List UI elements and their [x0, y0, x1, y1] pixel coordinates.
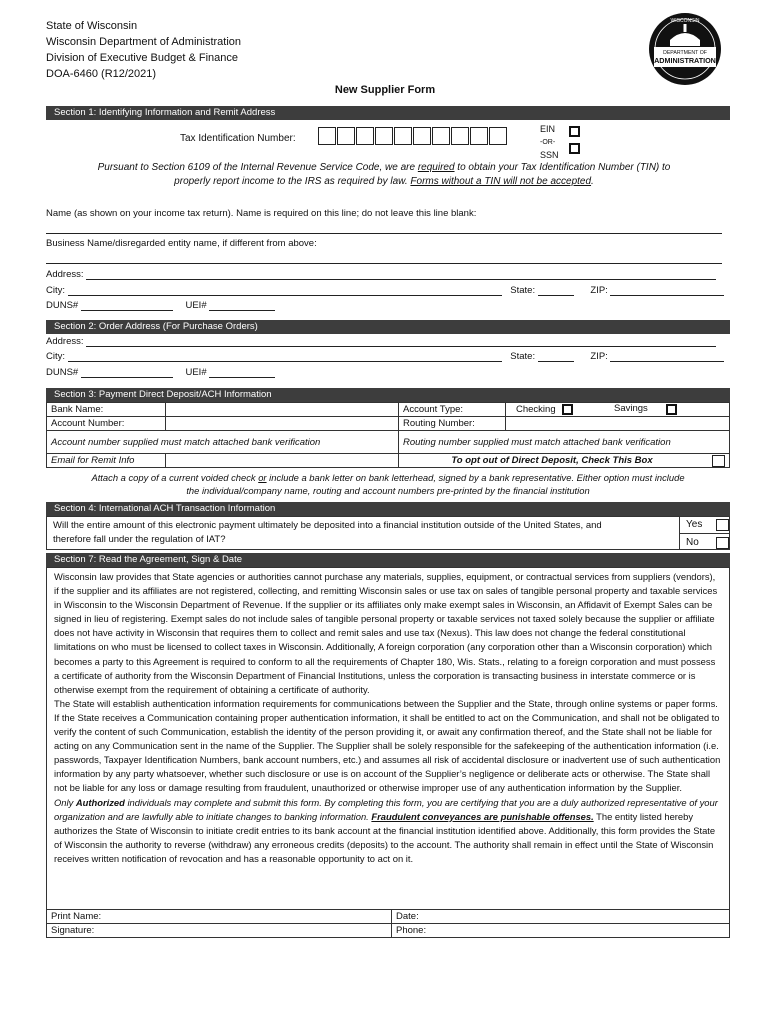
account-type-label: Account Type:	[399, 403, 506, 417]
legal-name-field[interactable]	[46, 233, 722, 234]
remit-address-label: Address:	[46, 269, 84, 280]
bank-name-label: Bank Name:	[47, 403, 166, 417]
routing-number-field[interactable]	[506, 417, 730, 431]
logo-text-wisconsin: WISCONSIN	[670, 18, 700, 24]
authorization-authorized: Authorized	[75, 796, 125, 808]
business-name-field[interactable]	[46, 263, 722, 264]
tin-notice	[46, 161, 722, 189]
tin-digit-box[interactable]	[394, 127, 412, 145]
iat-no-checkbox[interactable]	[716, 537, 729, 549]
order-duns-label: DUNS#	[46, 367, 79, 378]
order-duns-row	[46, 367, 275, 378]
checking-label: Checking	[516, 404, 556, 415]
remit-city-row	[46, 285, 724, 296]
tin-input-boxes[interactable]	[318, 127, 508, 145]
order-city-row	[46, 351, 724, 362]
agreement-paragraph-tax: Wisconsin law provides that State agencies or authorities cannot purchase any materials, supplies, equipment, or contractual services from suppliers (vendors), if the supplier and its affiliates are not registered, collecting, and remitting Wisconsin sales or use tax on sales of tangible personal property and taxable services in Wisconsin to the Wisconsin Department of Revenue. If the supplier or its affiliates only make exempt sales in Wisconsin, an Affidavit of Exempt Sales can be signed in lieu of registering. Exempt sales do not include sales of tangible personal property or taxable services not taxed solely because the supplier or affiliate does not have activity in Wisconsin that requires them to collect and remit sales and use tax (Nexus). This law does not change the federal constitutional limitations on who must be licensed to collect taxes in Wisconsin. Additionally, A foreign corporation (any corporation other than a Wisconsin corporation) which becomes a party to this Agreement is required to conform to all the requirements of Chapter 180, Wis. Stats., relating to a foreign corporation and must possess a certificate of authority from the Wisconsin Department of Financial Institutions, unless the corporation is transacting business in interstate commerce or is otherwise exempt from the requirement of obtaining a certificate of authority.	[54, 571, 718, 695]
authorization-only: Only	[54, 796, 76, 808]
remit-email-label: Email for Remit Info	[47, 454, 166, 468]
remit-uei-field[interactable]	[209, 300, 275, 311]
remit-uei-label: UEI#	[185, 300, 207, 311]
remit-city-label: City:	[46, 285, 65, 296]
signature-cell[interactable]	[47, 924, 392, 938]
tin-notice-text-3: properly report income to the IRS as required by law.	[174, 176, 411, 187]
order-address-row	[46, 336, 716, 347]
order-zip-label: ZIP:	[590, 351, 608, 362]
or-label: -OR-	[540, 139, 556, 146]
tin-digit-box[interactable]	[451, 127, 469, 145]
signature-label: Signature:	[51, 925, 95, 936]
account-number-note: Account number supplied must match attached bank verification	[47, 431, 399, 454]
tin-digit-box[interactable]	[318, 127, 336, 145]
date-label: Date:	[396, 911, 419, 922]
opt-out-label: To opt out of Direct Deposit, Check This Box	[451, 455, 653, 466]
account-number-label: Account Number:	[47, 417, 166, 431]
authorization-text-2: The entity listed hereby authorizes the State of Wisconsin to initiate credit entries to its bank account at the financial institution identified above. Additionally, this form provides the State of Wisconsin the authority to reverse (withdraw) any erroneous credits (deposits) to the account. The authority shall remain in effect until the State of Wisconsin receives written notification of revocation and has a reasonable opportunity to act on it.	[54, 810, 716, 864]
header-division: Division of Executive Budget & Finance	[46, 52, 238, 64]
iat-question	[53, 519, 673, 547]
iat-question-line1: Will the entire amount of this electronic payment ultimately be deposited into a financial institution outside of the United States, and	[53, 520, 602, 531]
ach-note-text-2: include a bank letter on bank letterhead, signed by a bank representative. Either option must include	[266, 472, 685, 483]
ach-note-or: or	[258, 472, 267, 483]
ach-table	[46, 402, 730, 468]
print-name-label: Print Name:	[51, 911, 102, 922]
ach-note-text: Attach a copy of a current voided check	[91, 472, 259, 483]
iat-question-line2: therefore fall under the regulation of IAT?	[53, 534, 226, 545]
section2-header: Section 2: Order Address (For Purchase Orders)	[46, 320, 730, 334]
order-city-field[interactable]	[68, 351, 502, 362]
iat-answer-cells	[679, 517, 730, 549]
iat-yes-checkbox[interactable]	[716, 519, 729, 531]
phone-cell[interactable]	[392, 924, 730, 938]
tin-digit-box[interactable]	[375, 127, 393, 145]
remit-duns-field[interactable]	[81, 300, 173, 311]
print-name-cell[interactable]	[47, 910, 392, 924]
iat-no-label: No	[686, 537, 699, 548]
legal-name-label: Name (as shown on your income tax return). Name is required on this line; do not leave this line blank:	[46, 208, 477, 219]
ssn-checkbox[interactable]	[569, 143, 580, 154]
section3-header: Section 3: Payment Direct Deposit/ACH Information	[46, 388, 730, 402]
fraud-warning: Fraudulent conveyances are punishable offenses.	[371, 810, 594, 822]
header-form-number: DOA-6460 (R12/2021)	[46, 68, 157, 80]
remit-address-row	[46, 269, 716, 280]
opt-out-checkbox[interactable]	[712, 455, 725, 467]
savings-checkbox[interactable]	[666, 404, 677, 415]
iat-question-box	[46, 516, 730, 550]
order-state-label: State:	[510, 351, 536, 362]
iat-no-row	[680, 534, 730, 550]
header-department: Wisconsin Department of Administration	[46, 36, 242, 48]
remit-zip-label: ZIP:	[590, 285, 608, 296]
agreement-text	[46, 567, 730, 910]
remit-state-label: State:	[510, 285, 536, 296]
remit-address-field[interactable]	[86, 269, 716, 280]
order-duns-field[interactable]	[81, 367, 173, 378]
order-uei-label: UEI#	[185, 367, 207, 378]
iat-yes-row	[680, 517, 730, 534]
remit-duns-label: DUNS#	[46, 300, 79, 311]
section7-header: Section 7: Read the Agreement, Sign & Date	[46, 553, 730, 567]
header-state: State of Wisconsin	[46, 20, 138, 32]
order-city-label: City:	[46, 351, 65, 362]
tin-digit-box[interactable]	[489, 127, 507, 145]
account-type-options	[506, 403, 730, 417]
checking-checkbox[interactable]	[562, 404, 573, 415]
remit-city-field[interactable]	[68, 285, 502, 296]
authorization-text: individuals may complete and submit this form. By completing this form, you are certifying that you are a duly authorized representative of your organization and are lawfully able to initiate changes to banking information.	[54, 796, 718, 822]
remit-zip-field[interactable]	[610, 285, 724, 296]
order-uei-field[interactable]	[209, 367, 275, 378]
opt-out-cell	[399, 454, 730, 468]
tin-type-labels	[540, 123, 559, 162]
order-state-field[interactable]	[538, 351, 574, 362]
phone-label: Phone:	[396, 925, 427, 936]
ssn-label: SSN	[540, 150, 559, 160]
agency-header	[46, 18, 241, 82]
ach-attachment-note	[46, 471, 730, 497]
business-name-label: Business Name/disregarded entity name, if different from above:	[46, 238, 317, 249]
ein-checkbox[interactable]	[569, 126, 580, 137]
ein-label: EIN	[540, 124, 556, 134]
routing-number-note: Routing number supplied must match attached bank verification	[399, 431, 730, 454]
order-address-label: Address:	[46, 336, 84, 347]
agreement-paragraph-authorization	[54, 796, 722, 866]
logo-text-department: DEPARTMENT OF	[663, 50, 707, 56]
section1-header: Section 1: Identifying Information and Remit Address	[46, 106, 730, 120]
remit-state-field[interactable]	[538, 285, 574, 296]
tin-notice-text: Pursuant to Section 6109 of the Internal Revenue Service Code, we are	[97, 162, 418, 173]
remit-email-field[interactable]	[166, 454, 399, 468]
date-cell[interactable]	[392, 910, 730, 924]
tin-digit-box[interactable]	[470, 127, 488, 145]
tin-label: Tax Identification Number:	[180, 133, 296, 144]
form-title: New Supplier Form	[334, 84, 436, 96]
tin-notice-required: required	[417, 162, 455, 173]
routing-number-label: Routing Number:	[399, 417, 506, 431]
account-number-field[interactable]	[166, 417, 399, 431]
ach-note-text-3: the individual/company name, routing and account numbers pre-printed by the financial institution	[186, 485, 590, 496]
tin-notice-text-2: to obtain your Tax Identification Number (TIN) to	[454, 162, 671, 173]
order-zip-field[interactable]	[610, 351, 724, 362]
tin-notice-end: .	[591, 176, 594, 187]
bank-name-field[interactable]	[166, 403, 399, 417]
iat-yes-label: Yes	[686, 519, 703, 530]
agreement-paragraph-authentication: The State will establish authentication information requirements for communications between the Supplier and the State, through online systems or paper forms. If the State receives a Communication containing proper authentication information, it shall be entitled to act on the Communication, and shall not be obligated to verify the content of such Communication, establish the identity of the person providing it, or await any confirmation thereof, and the State shall not be liable for acting on any Communication sent in the name of the Supplier. The Supplier shall be solely responsible for the safekeeping of the authentication information (i.e. passwords, Taxpayer Identification Numbers, bank account numbers, etc.) and assumes all risk of accidental disclosure or inadvertent use of such authentication information by any party whatsoever, whether such disclosure or use is on account of the Supplier’s negligence or deliberate acts or otherwise. The State shall not be liable for any loss or damage resulting from fraudulent, unauthorized or otherwise improper use of any authentication information by the Supplier.	[54, 697, 721, 794]
logo-text-administration: ADMINISTRATION	[654, 56, 716, 65]
tin-digit-box[interactable]	[356, 127, 374, 145]
tin-digit-box[interactable]	[413, 127, 431, 145]
order-address-field[interactable]	[86, 336, 716, 347]
signature-table	[46, 909, 730, 938]
tin-digit-box[interactable]	[432, 127, 450, 145]
remit-duns-row	[46, 300, 275, 311]
department-logo	[648, 12, 722, 86]
tin-digit-box[interactable]	[337, 127, 355, 145]
savings-label: Savings	[614, 403, 648, 414]
tin-notice-warning: Forms without a TIN will not be accepted	[410, 176, 592, 187]
section4-header: Section 4: International ACH Transaction Information	[46, 502, 730, 516]
